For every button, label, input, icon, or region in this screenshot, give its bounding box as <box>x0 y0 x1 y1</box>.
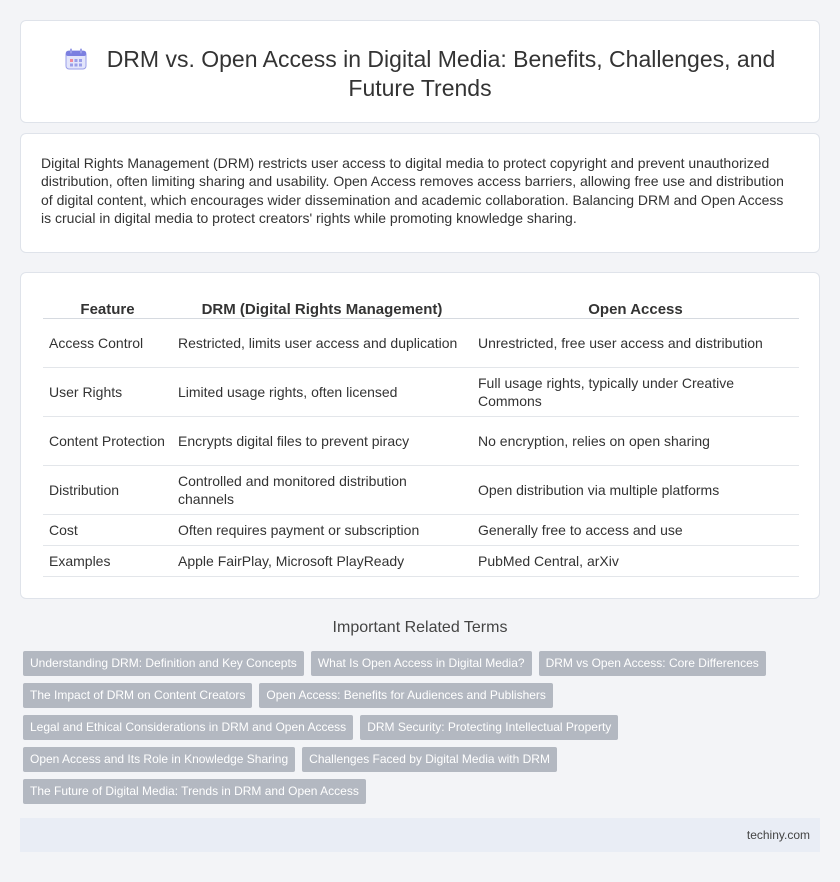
footer-site-link[interactable]: techiny.com <box>746 828 810 842</box>
table-row <box>43 466 799 515</box>
table-cell: Unrestricted, free user access and distribution <box>472 319 799 368</box>
related-term-link[interactable]: Challenges Faced by Digital Media with DRM <box>302 747 557 772</box>
related-term-link[interactable]: Understanding DRM: Definition and Key Concepts <box>23 651 304 676</box>
table-cell: Apple FairPlay, Microsoft PlayReady <box>172 546 472 577</box>
related-term-link[interactable]: The Impact of DRM on Content Creators <box>23 683 252 708</box>
table-cell: Examples <box>43 546 172 577</box>
table-cell: Generally free to access and use <box>472 515 799 546</box>
table-row <box>43 319 799 368</box>
page-title: DRM vs. Open Access in Digital Media: Benefits, Challenges, and Future Trends <box>106 46 776 101</box>
table-cell: Full usage rights, typically under Creative Commons <box>472 368 799 417</box>
table-cell: User Rights <box>43 368 172 417</box>
column-header-feature: Feature <box>43 293 172 319</box>
table-header-row <box>43 293 799 319</box>
related-term-link[interactable]: DRM Security: Protecting Intellectual Property <box>360 715 618 740</box>
column-header-open-access: Open Access <box>472 293 799 319</box>
table-row <box>43 515 799 546</box>
related-term-link[interactable]: Open Access: Benefits for Audiences and Publishers <box>259 683 553 708</box>
table-cell: Open distribution via multiple platforms <box>472 466 799 515</box>
footer <box>20 818 820 852</box>
table-cell: Limited usage rights, often licensed <box>172 368 472 417</box>
related-term-link[interactable]: Legal and Ethical Considerations in DRM and Open Access <box>23 715 353 740</box>
related-term-link[interactable]: Open Access and Its Role in Knowledge Sharing <box>23 747 295 772</box>
table-cell: Distribution <box>43 466 172 515</box>
title-card <box>20 20 820 123</box>
table-cell: Restricted, limits user access and duplication <box>172 319 472 368</box>
table-cell: Cost <box>43 515 172 546</box>
table-cell: Content Protection <box>43 417 172 466</box>
table-cell: No encryption, relies on open sharing <box>472 417 799 466</box>
comparison-card <box>20 272 820 599</box>
intro-card <box>20 133 820 253</box>
table-cell: Access Control <box>43 319 172 368</box>
related-terms-list <box>23 651 803 811</box>
table-cell: Controlled and monitored distribution channels <box>172 466 472 515</box>
related-term-link[interactable]: DRM vs Open Access: Core Differences <box>539 651 766 676</box>
related-term-link[interactable]: The Future of Digital Media: Trends in DRM and Open Access <box>23 779 366 804</box>
table-row <box>43 546 799 577</box>
calendar-icon <box>65 48 87 70</box>
table-cell: PubMed Central, arXiv <box>472 546 799 577</box>
table-cell: Encrypts digital files to prevent piracy <box>172 417 472 466</box>
column-header-drm: DRM (Digital Rights Management) <box>172 293 472 319</box>
table-row <box>43 368 799 417</box>
page-title-wrap <box>61 45 779 103</box>
related-term-link[interactable]: What Is Open Access in Digital Media? <box>311 651 532 676</box>
intro-paragraph: Digital Rights Management (DRM) restricts user access to digital media to protect copyright and prevent unauthorized distribution, often limiting sharing and usability. Open Access removes access barriers, allowing free use and distribution of digital content, which encourages wider dissemination and academic collaboration. Balancing DRM and Open Access is crucial in digital media to protect creators' rights while promoting knowledge sharing. <box>41 155 784 227</box>
table-cell: Often requires payment or subscription <box>172 515 472 546</box>
comparison-table <box>43 293 799 577</box>
table-row <box>43 417 799 466</box>
related-terms-heading: Important Related Terms <box>332 619 508 636</box>
